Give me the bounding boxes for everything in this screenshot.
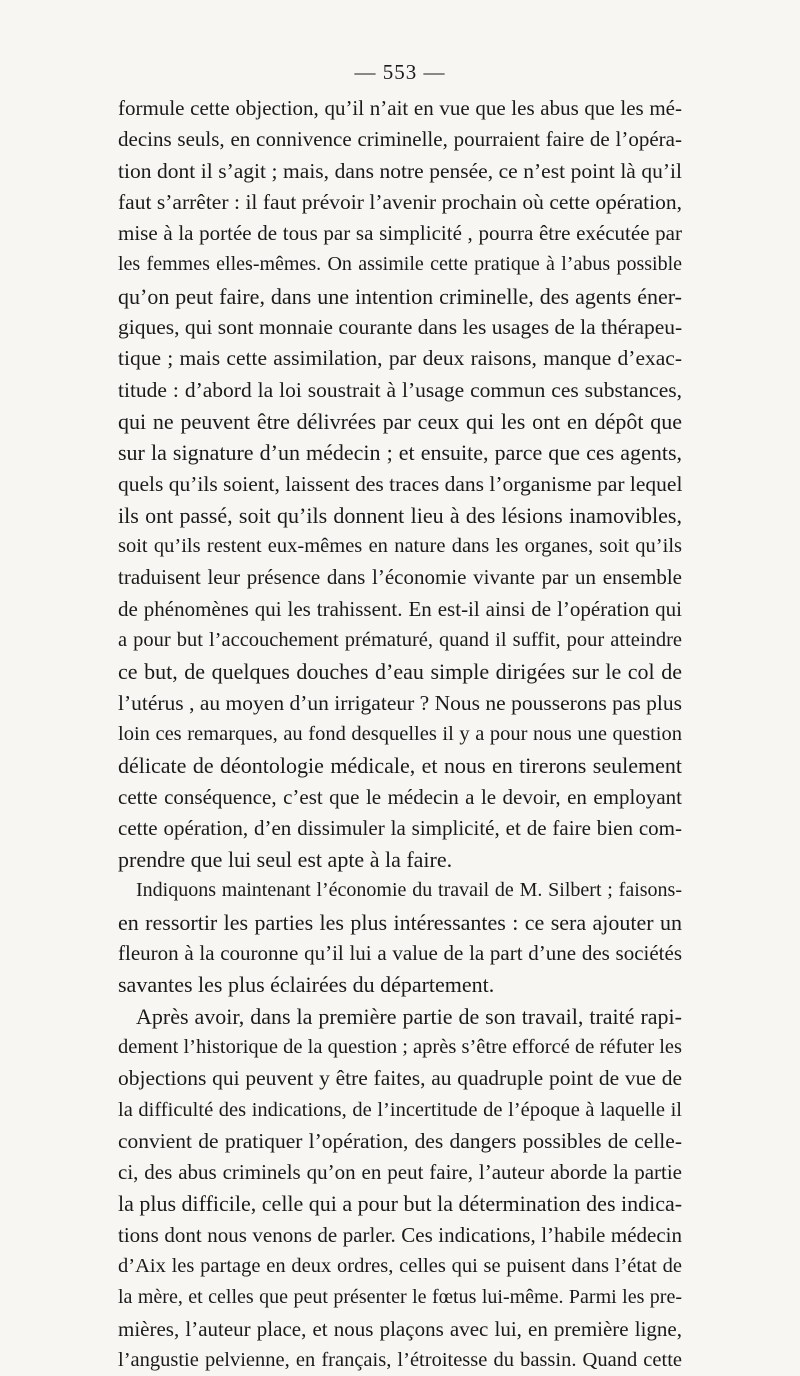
text-line: la mère, et celles que peut présenter le fœtus lui-même. Parmi les pre- <box>118 1286 682 1309</box>
text-line: decins seuls, en connivence criminelle, pourraient faire de l’opéra- <box>118 127 682 152</box>
text-line: objections qui peuvent y être faites, au quadruple point de vue de <box>118 1066 682 1091</box>
text-line: convient de pratiquer l’opération, des dangers possibles de celle- <box>118 1128 682 1153</box>
text-line: titude : d’abord la loi soustrait à l’usage commun ces substances, <box>118 377 682 402</box>
text-line: d’Aix les partage en deux ordres, celles qui se puisent dans l’état de <box>118 1254 682 1277</box>
text-line: sur la signature d’un médecin ; et ensuite, parce que ces agents, <box>118 440 682 466</box>
text-line: tions dont nous venons de parler. Ces indications, l’habile médecin <box>118 1222 682 1247</box>
text-line: la plus difficile, celle qui a pour but la détermination des indica- <box>118 1191 683 1217</box>
text-line: l’utérus , au moyen d’un irrigateur ? Nous ne pousserons pas plus <box>118 690 682 715</box>
text-line: Indiquons maintenant l’économie du travail de M. Silbert ; faisons- <box>136 879 682 902</box>
text-line: en ressortir les parties les plus intéressantes : ce sera ajouter un <box>118 909 682 935</box>
text-line: mières, l’auteur place, et nous plaçons avec lui, en première ligne, <box>118 1316 682 1341</box>
text-line: prendre que lui seul est apte à la faire. <box>118 847 453 873</box>
text-line: l’angustie pelvienne, en français, l’étroitesse du bassin. Quand cette <box>118 1348 682 1371</box>
text-line: qu’on peut faire, dans une intention criminelle, des agents éner- <box>118 283 682 309</box>
text-line: traduisent leur présence dans l’économie vivante par un ensemble <box>118 565 682 590</box>
text-line: tique ; mais cette assimilation, par deux raisons, manque d’exac- <box>118 346 682 371</box>
text-line: ci, des abus criminels qu’on en peut faire, l’auteur aborde la partie <box>118 1160 682 1185</box>
text-line: savantes les plus éclairées du département. <box>118 972 495 998</box>
text-line: cette opération, d’en dissimuler la simplicité, et de faire bien com- <box>118 815 682 840</box>
text-line: de phénomènes qui les trahissent. En est-il ainsi de l’opération qui <box>118 596 682 621</box>
text-line: fleuron à la couronne qu’il lui a value de la part d’une des sociétés <box>118 941 682 966</box>
text-line: soit qu’ils restent eux-mêmes en nature dans les organes, soit qu’ils <box>118 535 682 558</box>
text-line: cette conséquence, c’est que le médecin a le devoir, en employant <box>118 784 682 809</box>
text-line: ce but, de quelques douches d’eau simple dirigées sur le col de <box>118 659 682 685</box>
body-text <box>118 93 682 1376</box>
text-line: tion dont il s’agit ; mais, dans notre pensée, ce n’est point là qu’il <box>118 158 682 183</box>
text-line: ils ont passé, soit qu’ils donnent lieu à des lésions inamovibles, <box>118 502 682 528</box>
text-line: qui ne peuvent être délivrées par ceux qui les ont en dépôt que <box>118 408 682 434</box>
text-line: délicate de déontologie médicale, et nous en tirerons seulement <box>118 753 682 779</box>
text-line: giques, qui sont monnaie courante dans les usages de la thérapeu- <box>118 315 683 340</box>
text-line: quels qu’ils soient, laissent des traces dans l’organisme par lequel <box>118 471 683 496</box>
text-line: a pour but l’accouchement prématuré, quand il suffit, pour atteindre <box>118 629 682 652</box>
text-line: faut s’arrêter : il faut prévoir l’avenir prochain où cette opération, <box>118 189 682 214</box>
text-line: mise à la portée de tous par sa simplicité , pourra être exécutée par <box>118 221 682 246</box>
text-line: la difficulté des indications, de l’incertitude de l’époque à laquelle il <box>118 1098 682 1121</box>
text-line: les femmes elles-mêmes. On assimile cette pratique à l’abus possible <box>118 253 682 276</box>
text-line: formule cette objection, qu’il n’ait en vue que les abus que les mé- <box>118 96 682 120</box>
text-line: dement l’historique de la question ; après s’être efforcé de réfuter les <box>118 1035 682 1058</box>
page-number: — 553 — <box>354 60 446 84</box>
text-line: loin ces remarques, au fond desquelles il y a pour nous une question <box>118 722 682 745</box>
text-line: Après avoir, dans la première partie de son travail, traité rapi- <box>136 1003 682 1029</box>
